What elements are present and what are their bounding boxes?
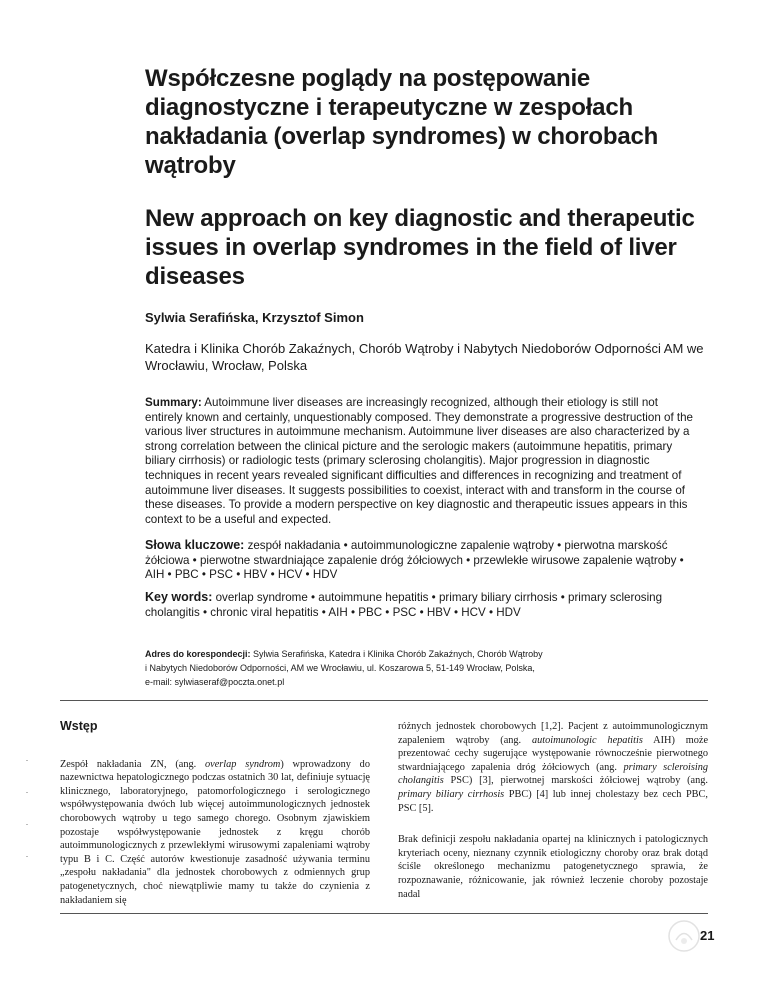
margin-marks xyxy=(26,760,30,890)
right-column xyxy=(398,720,708,901)
correspondence-label: Adres do korespondecji: xyxy=(145,649,251,659)
correspondence-email: e-mail: sylwiaseraf@poczta.onet.pl xyxy=(145,677,285,687)
title-polish: Współczesne poglądy na postępowanie diagnostyczne i terapeutyczne w zespołach nakładania (overlap syndromes) w chorobach wątroby xyxy=(145,65,659,179)
right-text-1: różnych jednostek chorobowych [1,2]. Pacjent z autoimmunologicznym zapaleniem wątroby (ang. xyxy=(398,721,708,746)
right-paragraph-2: Brak definicji zespołu nakładania opartej na klinicznych i patologicznych kryteriach oceny, nieznany czynnik etiologiczny choroby oraz brak dotąd ściśle określonego mechanizmu patogenetycznego sprawia, że rozpoznawanie, różnicowanie, jak również leczenie choroby pozostaje nadal xyxy=(398,834,708,900)
correspondence-line-2: i Nabytych Niedoborów Odporności, AM we Wrocławiu, ul. Koszarowa 5, 51-149 Wrocław, Polska, xyxy=(145,663,535,673)
bottom-divider xyxy=(60,913,708,914)
affiliation: Katedra i Klinika Chorób Zakaźnych, Chorób Wątroby i Nabytych Niedoborów Odporności AM we Wrocławiu, Wrocław, Polska xyxy=(145,341,704,373)
correspondence-line-1 xyxy=(145,647,665,661)
term-psc: primary scleroising cholangitis xyxy=(398,761,708,787)
right-text-3: PSC) [3], pierwotnej marskości żółciowej wątroby (ang. xyxy=(443,775,708,787)
keywords-polish-text: zespół nakładania • autoimmunologiczne zapalenie wątroby • pierwotna marskość żółciowa • pierwotne stwardniające zapalenie dróg żółciowych • przewlekłe wirusowe zapalenie wątroby • AIH • PBC • PSC • HBV • HCV • HDV xyxy=(145,539,684,582)
page-number: 21 xyxy=(700,928,715,943)
intro-text-2: ) wprowadzony do nazewnictwa hepatologicznego podczas ostatnich 30 lat, definiuje sytuację klinicznego, laboratoryjnego, patomorfologicznego i serologicznego współwystępowania dwóch lub więcej autoimmunologicznych jednostek chorobowych wątroby u tego samego chorego. Osobnym zjawiskiem pozostaje współwystępowanie jednostek z kręgu chorób autoimmunologicznych z przewlekłymi wirusowymi zapaleniami wątroby typu B i C. Część autorów kwestionuje zasadność używania terminu „zespołu nakładania" dla jednostek chorobowych z odmiennych grup patogenetycznych, choć niewątpliwie mamy tu także do czynienia z nakładaniem się xyxy=(60,758,370,906)
term-aih: autoimunologic hepatitis xyxy=(531,734,643,746)
top-divider xyxy=(60,700,708,701)
authors: Sylwia Serafińska, Krzysztof Simon xyxy=(145,310,364,325)
section-heading-intro: Wstęp xyxy=(60,719,98,733)
right-paragraph-1 xyxy=(398,720,708,815)
summary-label: Summary: xyxy=(145,396,202,409)
journal-logo-icon xyxy=(667,919,701,953)
title-english: New approach on key diagnostic and therapeutic issues in overlap syndromes in the field of liver diseases xyxy=(145,205,695,290)
keywords-english-label: Key words: xyxy=(145,590,213,604)
left-column xyxy=(60,720,370,907)
right-text-4: PBC) [4] lub innej cholestazy bez cech PBC, PSC [5]. xyxy=(398,788,708,814)
keywords-polish xyxy=(145,538,693,583)
intro-paragraph-1 xyxy=(60,758,370,908)
correspondence-address xyxy=(145,647,665,689)
term-pbc: primary biliary cirrhosis xyxy=(398,788,505,800)
polish-title-block xyxy=(145,64,705,180)
intro-term-overlap: overlap syndrom xyxy=(204,758,281,770)
keywords-english-text: overlap syndrome • autoimmune hepatitis • primary biliary cirrhosis • primary sclerosing cholangitis • chronic viral hepatitis • AIH • PBC • PSC • HBV • HCV • HDV xyxy=(145,591,663,619)
summary-paragraph xyxy=(145,396,693,527)
right-text-2: AIH) może prezentować cechy sugerujące występowanie równocześnie pierwotnego stwardniającego zapalenia dróg żółciowych (ang. xyxy=(398,734,709,773)
keywords-polish-label: Słowa kluczowe: xyxy=(145,538,245,552)
english-title-block xyxy=(145,204,705,291)
intro-text-1: Zespół nakładania ZN, (ang. xyxy=(60,758,205,770)
keywords-english xyxy=(145,590,693,620)
summary-text: Autoimmune liver diseases are increasingly recognized, although their etiology is still not entirely known and certainly, unquestionably composed. They demonstrate a progressive destruction of the various liver structures in autoimmune mechanism. Autoimmune liver diseases are also characterized by a strong correlation between the clinical picture and the serologic makers (autoimmune hepatitis, primary biliary cirrhosis) or radiologic tests (primary sclerosing cholangitis). Major progression in diagnostic techniques in recent years revealed significant difficulties and differences in recognizing and treatment of autoimmune liver diseases. It suggests possibilities to coexist, interact with and transform in the course of these diseases. To provide a modern perspective on key diagnostic and therapeutic issues appears in this context to be a useful and expected. xyxy=(145,396,694,526)
correspondence-line-1-text: Sylwia Serafińska, Katedra i Klinika Chorób Zakaźnych, Chorób Wątroby xyxy=(250,649,543,659)
